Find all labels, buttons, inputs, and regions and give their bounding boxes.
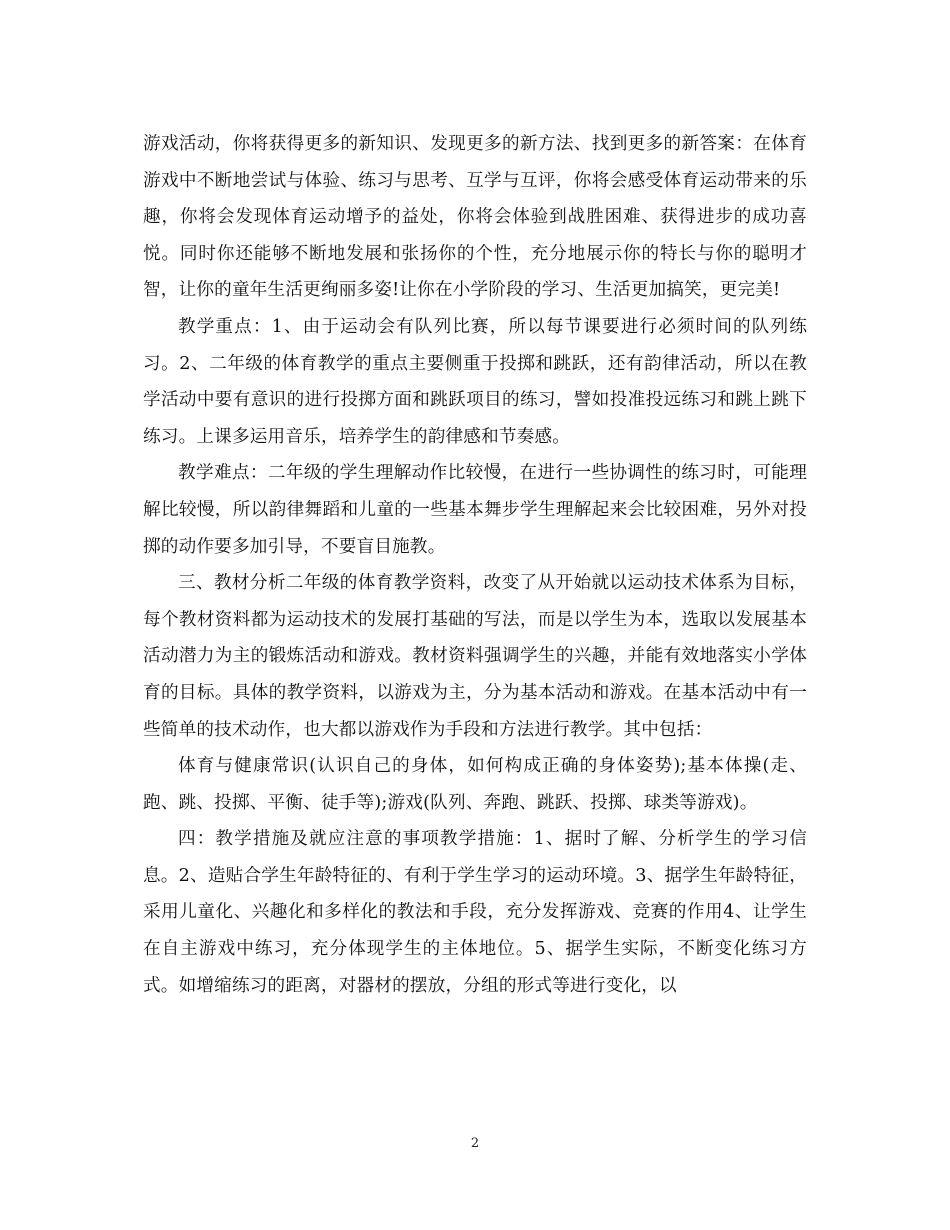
paragraph-content-list: 体育与健康常识(认识自己的身体，如何构成正确的身体姿势);基本体操(走、跑、跳、投掷、平衡、徒手等);游戏(队列、奔跑、跳跃、投掷、球类等游戏)。: [143, 756, 807, 813]
paragraph-continuation: 游戏活动，你将获得更多的新知识、发现更多的新方法、找到更多的新答案：在体育游戏中不断地尝试与体验、练习与思考、互学与互评，你将会感受体育运动带来的乐趣，你将会发现体育运动增予的益处，你将会体验到战胜困难、获得进步的成功喜悦。同时你还能够不断地发展和张扬你的个性，充分地展示你的特长与你的聪明才智，让你的童年生活更绚丽多姿!让你在小学阶段的学习、生活更加搞笑，更完美!: [143, 134, 807, 301]
page-number: 2: [470, 1136, 480, 1151]
document-body: [143, 126, 807, 1004]
paragraph-measures: 四：教学措施及就应注意的事项教学措施：1、据时了解、分析学生的学习信息。2、造贴合学生年龄特征的、有利于学生学习的运动环境。3、据学生年龄特征，采用儿童化、兴趣化和多样化的教法和手段，充分发挥游戏、竞赛的作用4、让学生在自主游戏中练习，充分体现学生的主体地位。5、据学生实际，不断变化练习方式。如增缩练习的距离，对器材的摆放，分组的形式等进行变化，以: [143, 829, 807, 996]
paragraph-teaching-difficulty: 教学难点：二年级的学生理解动作比较慢，在进行一些协调性的练习时，可能理解比较慢，所以韵律舞蹈和儿童的一些基本舞步学生理解起来会比较困难，另外对投掷的动作要多加引导，不要盲目施教。: [143, 463, 807, 557]
paragraph-material-analysis: 三、教材分析二年级的体育教学资料，改变了从开始就以运动技术体系为目标，每个教材资料都为运动技术的发展打基础的写法，而是以学生为本，选取以发展基本活动潜力为主的锻炼活动和游戏。教材资料强调学生的兴趣，并能有效地落实小学体育的目标。具体的教学资料，以游戏为主，分为基本活动和游戏。在基本活动中有一些简单的技术动作，也大都以游戏作为手段和方法进行教学。其中包括：: [143, 573, 807, 740]
paragraph-teaching-focus: 教学重点：1、由于运动会有队列比赛，所以每节课要进行必须时间的队列练习。2、二年级的体育教学的重点主要侧重于投掷和跳跃，还有韵律活动，所以在教学活动中要有意识的进行投掷方面和跳跃项目的练习，譬如投准投远练习和跳上跳下练习。上课多运用音乐，培养学生的韵律感和节奏感。: [143, 316, 807, 447]
